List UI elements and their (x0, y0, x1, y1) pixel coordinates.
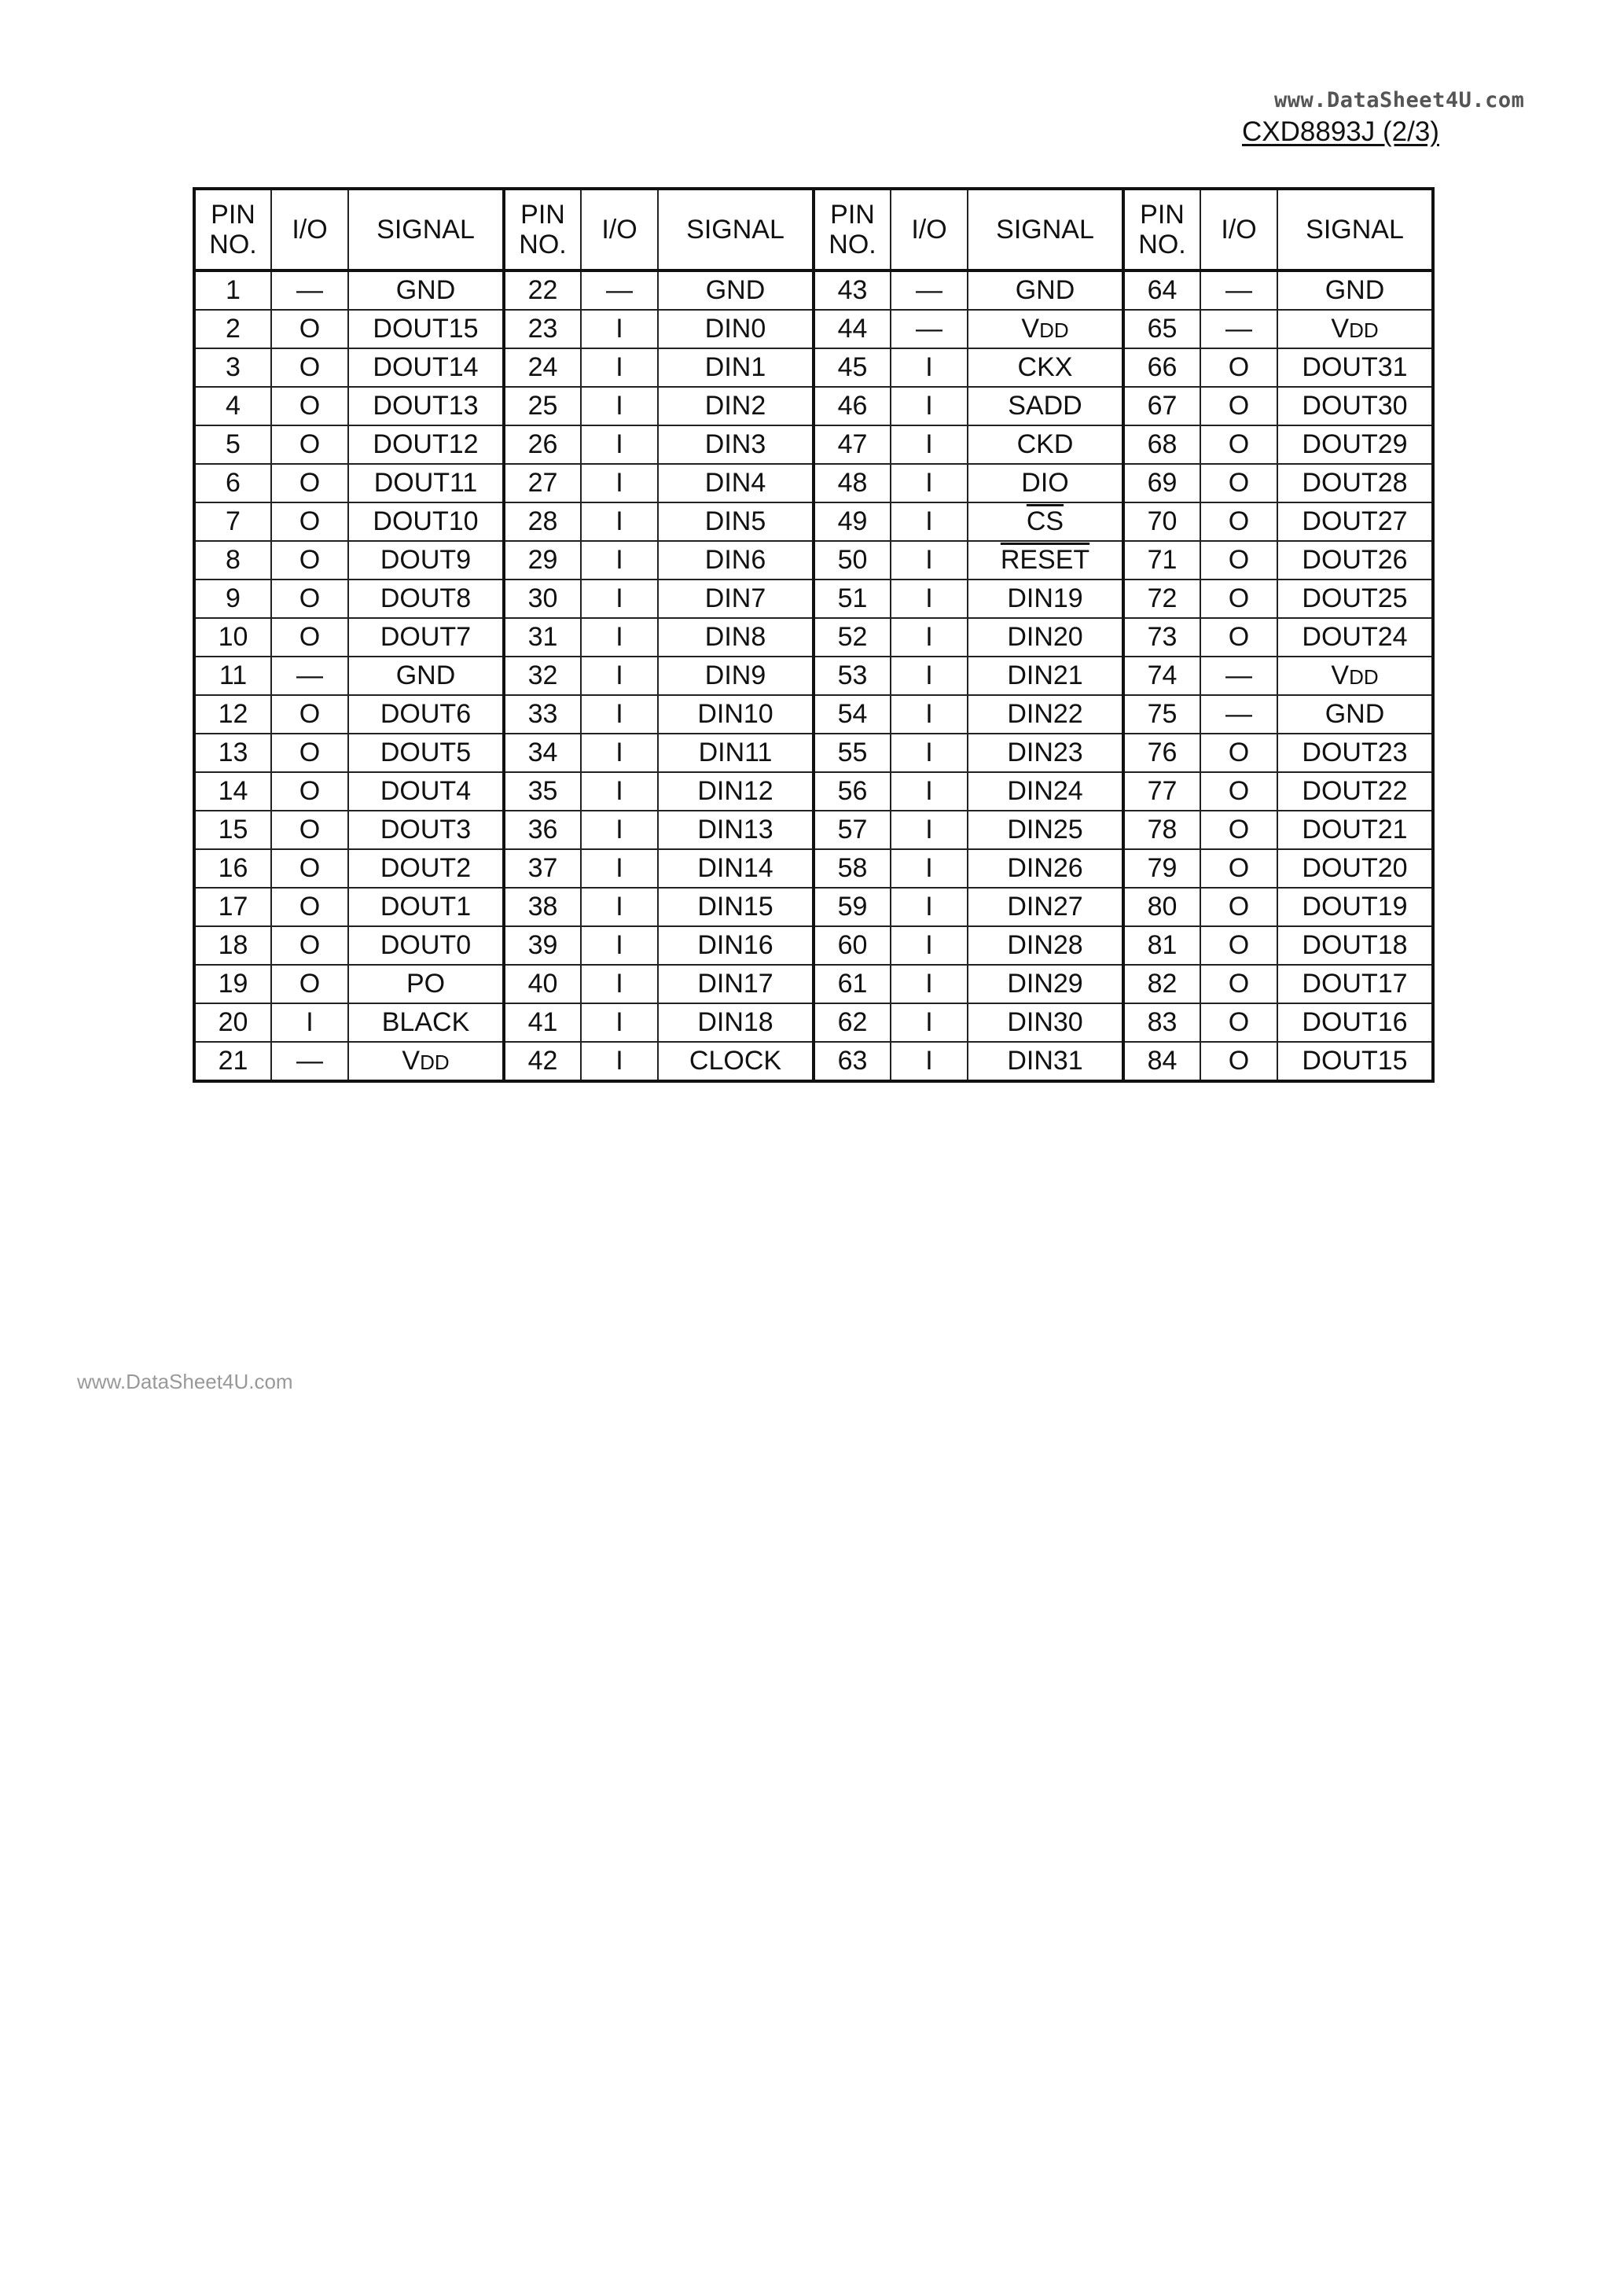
pin-io: O (271, 888, 348, 926)
pin-io: I (581, 348, 658, 387)
pin-io: I (271, 1003, 348, 1042)
pin-io: O (1200, 1042, 1277, 1081)
pin-number: 33 (504, 695, 581, 734)
pin-signal: GND (348, 270, 504, 310)
pin-number: 25 (504, 387, 581, 425)
pin-signal: DIN3 (658, 425, 814, 464)
active-low-signal: $\overline{CS}$ (1026, 506, 1064, 537)
pin-number: 47 (814, 425, 891, 464)
pin-io: O (271, 772, 348, 811)
pin-signal: DOUT30 (1277, 387, 1433, 425)
pin-signal: DOUT20 (1277, 849, 1433, 888)
pin-signal: DOUT2 (348, 849, 504, 888)
pin-signal: DIN21 (968, 657, 1123, 695)
pin-number: 36 (504, 811, 581, 849)
pin-io: I (581, 849, 658, 888)
pin-signal: DOUT11 (348, 464, 504, 502)
pin-io: I (891, 425, 968, 464)
pin-number: 58 (814, 849, 891, 888)
pin-number: 50 (814, 541, 891, 580)
pin-number: 24 (504, 348, 581, 387)
pin-signal: DOUT7 (348, 618, 504, 657)
pin-signal: DIN25 (968, 811, 1123, 849)
pin-io: O (1200, 1003, 1277, 1042)
pin-signal: DOUT15 (348, 310, 504, 348)
pin-signal: DOUT19 (1277, 888, 1433, 926)
pin-signal: DIO (968, 464, 1123, 502)
pin-io: — (1200, 657, 1277, 695)
pin-io: I (581, 580, 658, 618)
pin-signal: DOUT22 (1277, 772, 1433, 811)
pin-signal: DIN2 (658, 387, 814, 425)
pin-number: 35 (504, 772, 581, 811)
pin-number: 53 (814, 657, 891, 695)
pin-io: O (271, 618, 348, 657)
pin-io: O (1200, 348, 1277, 387)
pin-io: I (581, 464, 658, 502)
pin-number: 43 (814, 270, 891, 310)
pin-io: O (271, 734, 348, 772)
pin-signal: DOUT26 (1277, 541, 1433, 580)
table-row (194, 657, 1433, 695)
pin-number: 7 (194, 502, 271, 541)
pin-number: 66 (1123, 348, 1200, 387)
pin-number: 49 (814, 502, 891, 541)
pin-io: — (891, 310, 968, 348)
pin-signal: GND (348, 657, 504, 695)
table-row (194, 926, 1433, 965)
pin-number: 73 (1123, 618, 1200, 657)
table-row (194, 348, 1433, 387)
pin-signal: DOUT27 (1277, 502, 1433, 541)
pin-number: 4 (194, 387, 271, 425)
table-row (194, 580, 1433, 618)
pin-io: O (1200, 502, 1277, 541)
pin-number: 29 (504, 541, 581, 580)
pin-number: 64 (1123, 270, 1200, 310)
pin-number: 78 (1123, 811, 1200, 849)
pin-number: 68 (1123, 425, 1200, 464)
pin-signal: DOUT21 (1277, 811, 1433, 849)
pin-signal: DOUT15 (1277, 1042, 1433, 1081)
pin-signal: DIN4 (658, 464, 814, 502)
pin-no-header: PIN NO. (504, 189, 581, 270)
pin-signal: DIN9 (658, 657, 814, 695)
watermark-top: www.DataSheet4U.com (1274, 88, 1525, 112)
pin-signal: DOUT3 (348, 811, 504, 849)
pin-number: 1 (194, 270, 271, 310)
pin-io: I (891, 695, 968, 734)
pin-io: O (1200, 618, 1277, 657)
pin-number: 65 (1123, 310, 1200, 348)
table-row (194, 618, 1433, 657)
pin-io: O (1200, 811, 1277, 849)
pin-io: O (1200, 849, 1277, 888)
pin-number: 31 (504, 618, 581, 657)
pin-number: 18 (194, 926, 271, 965)
pin-signal: DOUT24 (1277, 618, 1433, 657)
pin-io: O (271, 965, 348, 1003)
pin-io: O (1200, 464, 1277, 502)
pin-signal: DIN16 (658, 926, 814, 965)
pin-number: 60 (814, 926, 891, 965)
pin-number: 56 (814, 772, 891, 811)
pin-number: 6 (194, 464, 271, 502)
pin-signal: DIN18 (658, 1003, 814, 1042)
pin-io: I (891, 618, 968, 657)
table-row (194, 888, 1433, 926)
pin-number: 81 (1123, 926, 1200, 965)
pin-io: I (891, 1042, 968, 1081)
pin-signal: DOUT31 (1277, 348, 1433, 387)
pin-signal: VDD (968, 310, 1123, 348)
pin-io: O (1200, 965, 1277, 1003)
pin-io: I (581, 1042, 658, 1081)
pin-number: 15 (194, 811, 271, 849)
pin-number: 45 (814, 348, 891, 387)
pin-number: 13 (194, 734, 271, 772)
pin-number: 67 (1123, 387, 1200, 425)
pin-io: O (271, 541, 348, 580)
pin-signal: DOUT8 (348, 580, 504, 618)
pin-number: 11 (194, 657, 271, 695)
table-row (194, 502, 1433, 541)
pin-io: O (1200, 888, 1277, 926)
pin-number: 46 (814, 387, 891, 425)
pin-io: I (891, 502, 968, 541)
pin-number: 57 (814, 811, 891, 849)
pin-signal: DOUT23 (1277, 734, 1433, 772)
vdd-subscript: DD (1349, 665, 1379, 690)
pin-signal: DOUT18 (1277, 926, 1433, 965)
pin-number: 17 (194, 888, 271, 926)
pin-signal: DIN1 (658, 348, 814, 387)
pin-signal: DIN7 (658, 580, 814, 618)
table-row (194, 541, 1433, 580)
pin-signal: DIN26 (968, 849, 1123, 888)
table-row (194, 270, 1433, 310)
pin-signal: SADD (968, 387, 1123, 425)
pin-number: 23 (504, 310, 581, 348)
pin-signal: DIN19 (968, 580, 1123, 618)
signal-header: SIGNAL (968, 189, 1123, 270)
pin-signal: GND (1277, 695, 1433, 734)
pin-io: I (581, 541, 658, 580)
pin-number: 19 (194, 965, 271, 1003)
pin-io: I (891, 888, 968, 926)
pin-number: 21 (194, 1042, 271, 1081)
pin-io: I (891, 849, 968, 888)
pin-signal: DOUT13 (348, 387, 504, 425)
pin-signal: DIN0 (658, 310, 814, 348)
pin-io: O (271, 387, 348, 425)
pin-number: 32 (504, 657, 581, 695)
pin-signal: VDD (348, 1042, 504, 1081)
pin-io: I (891, 926, 968, 965)
pin-signal: DOUT4 (348, 772, 504, 811)
pin-number: 59 (814, 888, 891, 926)
table-row (194, 734, 1433, 772)
signal-header: SIGNAL (658, 189, 814, 270)
pin-number: 83 (1123, 1003, 1200, 1042)
table-header-row (194, 189, 1433, 270)
pin-signal: VDD (1277, 310, 1433, 348)
pin-number: 12 (194, 695, 271, 734)
pin-io: O (271, 926, 348, 965)
pin-number: 76 (1123, 734, 1200, 772)
pin-number: 2 (194, 310, 271, 348)
pin-signal: DIN11 (658, 734, 814, 772)
pin-io: O (271, 695, 348, 734)
pin-io: — (271, 270, 348, 310)
document-id: CXD8893J (2/3) (1242, 116, 1439, 147)
pin-number: 80 (1123, 888, 1200, 926)
pin-number: 37 (504, 849, 581, 888)
pin-number: 22 (504, 270, 581, 310)
pin-number: 79 (1123, 849, 1200, 888)
pin-signal: DIN31 (968, 1042, 1123, 1081)
io-header: I/O (1200, 189, 1277, 270)
pin-number: 8 (194, 541, 271, 580)
pin-signal (968, 541, 1123, 580)
pin-signal: CLOCK (658, 1042, 814, 1081)
pin-io: I (891, 965, 968, 1003)
pin-signal: DIN14 (658, 849, 814, 888)
pin-io: I (581, 772, 658, 811)
pin-signal: DIN22 (968, 695, 1123, 734)
pin-signal: DOUT25 (1277, 580, 1433, 618)
pin-io: I (581, 965, 658, 1003)
pin-signal: DOUT14 (348, 348, 504, 387)
pin-number: 48 (814, 464, 891, 502)
pin-number: 30 (504, 580, 581, 618)
table-row (194, 310, 1433, 348)
active-low-signal: RESET (1000, 545, 1090, 576)
pin-number: 40 (504, 965, 581, 1003)
table-row (194, 811, 1433, 849)
pin-signal: DIN5 (658, 502, 814, 541)
pin-signal (968, 502, 1123, 541)
pin-number: 38 (504, 888, 581, 926)
table-row (194, 772, 1433, 811)
pin-io: O (1200, 425, 1277, 464)
pin-number: 20 (194, 1003, 271, 1042)
pin-signal: VDD (1277, 657, 1433, 695)
pin-number: 63 (814, 1042, 891, 1081)
pin-io: I (581, 1003, 658, 1042)
pin-io: — (581, 270, 658, 310)
pin-signal: DOUT10 (348, 502, 504, 541)
pin-io: I (581, 502, 658, 541)
pin-signal: DOUT6 (348, 695, 504, 734)
pin-io: I (891, 541, 968, 580)
pin-number: 51 (814, 580, 891, 618)
pin-io: O (1200, 580, 1277, 618)
pin-io: I (581, 657, 658, 695)
table-row (194, 965, 1433, 1003)
pin-io: O (1200, 387, 1277, 425)
pin-signal: DIN13 (658, 811, 814, 849)
pin-signal: CKX (968, 348, 1123, 387)
pin-number: 9 (194, 580, 271, 618)
pin-no-header: PIN NO. (814, 189, 891, 270)
pin-signal: DOUT9 (348, 541, 504, 580)
pin-number: 41 (504, 1003, 581, 1042)
vdd-subscript: DD (1349, 318, 1379, 343)
pin-number: 71 (1123, 541, 1200, 580)
pin-io: — (1200, 310, 1277, 348)
pin-number: 84 (1123, 1042, 1200, 1081)
pin-number: 52 (814, 618, 891, 657)
pin-io: I (891, 387, 968, 425)
pin-signal: DOUT12 (348, 425, 504, 464)
pin-no-header: PIN NO. (1123, 189, 1200, 270)
io-header: I/O (581, 189, 658, 270)
pin-number: 28 (504, 502, 581, 541)
signal-header: SIGNAL (348, 189, 504, 270)
pin-io: I (891, 657, 968, 695)
pin-signal: DOUT28 (1277, 464, 1433, 502)
pin-signal: DIN15 (658, 888, 814, 926)
pin-signal: DOUT16 (1277, 1003, 1433, 1042)
pin-signal: PO (348, 965, 504, 1003)
pin-io: I (891, 464, 968, 502)
pin-signal: GND (968, 270, 1123, 310)
pin-io: O (271, 348, 348, 387)
pin-number: 44 (814, 310, 891, 348)
pin-signal: DIN6 (658, 541, 814, 580)
io-header: I/O (891, 189, 968, 270)
vdd-subscript: DD (1039, 318, 1069, 343)
pin-no-header: PIN NO. (194, 189, 271, 270)
pin-io: O (271, 502, 348, 541)
pin-signal: DIN12 (658, 772, 814, 811)
pin-io: — (1200, 695, 1277, 734)
pin-io: I (581, 888, 658, 926)
pin-io: I (581, 387, 658, 425)
table-row (194, 425, 1433, 464)
pin-number: 26 (504, 425, 581, 464)
pin-number: 14 (194, 772, 271, 811)
pin-io: — (1200, 270, 1277, 310)
pin-io: I (581, 310, 658, 348)
pin-number: 74 (1123, 657, 1200, 695)
pin-signal: GND (658, 270, 814, 310)
pin-io: I (891, 1003, 968, 1042)
pin-io: I (581, 695, 658, 734)
pin-io: — (271, 1042, 348, 1081)
table-body (194, 270, 1433, 1081)
pin-io: O (271, 811, 348, 849)
table-row (194, 464, 1433, 502)
pin-number: 34 (504, 734, 581, 772)
pin-signal: BLACK (348, 1003, 504, 1042)
pin-signal: DIN28 (968, 926, 1123, 965)
pin-io: — (891, 270, 968, 310)
pin-io: O (271, 580, 348, 618)
pin-io: O (271, 464, 348, 502)
pin-number: 10 (194, 618, 271, 657)
table-row (194, 1042, 1433, 1081)
table-row (194, 387, 1433, 425)
pin-signal: DOUT17 (1277, 965, 1433, 1003)
pin-io: O (1200, 541, 1277, 580)
pin-signal: DIN23 (968, 734, 1123, 772)
pin-signal: DIN27 (968, 888, 1123, 926)
pin-number: 3 (194, 348, 271, 387)
pin-signal: DIN17 (658, 965, 814, 1003)
pin-signal: DIN10 (658, 695, 814, 734)
pin-number: 77 (1123, 772, 1200, 811)
pin-io: I (891, 734, 968, 772)
pin-io: I (581, 734, 658, 772)
watermark-bottom: www.DataSheet4U.com (77, 1370, 293, 1393)
pin-io: I (891, 772, 968, 811)
pin-number: 42 (504, 1042, 581, 1081)
pin-io: I (891, 580, 968, 618)
pin-signal: DIN20 (968, 618, 1123, 657)
pin-number: 55 (814, 734, 891, 772)
pin-signal: DOUT5 (348, 734, 504, 772)
pin-io: O (1200, 926, 1277, 965)
pin-number: 72 (1123, 580, 1200, 618)
pin-io: I (581, 926, 658, 965)
pin-signal: DIN29 (968, 965, 1123, 1003)
pin-number: 39 (504, 926, 581, 965)
signal-header: SIGNAL (1277, 189, 1433, 270)
pin-assignment-table (193, 187, 1435, 1083)
pin-number: 82 (1123, 965, 1200, 1003)
pin-number: 62 (814, 1003, 891, 1042)
pin-signal: DIN30 (968, 1003, 1123, 1042)
pin-signal: CKD (968, 425, 1123, 464)
table-row (194, 695, 1433, 734)
pin-number: 5 (194, 425, 271, 464)
table-row (194, 849, 1433, 888)
pin-number: 61 (814, 965, 891, 1003)
pin-io: I (581, 425, 658, 464)
pin-io: I (891, 348, 968, 387)
pin-number: 75 (1123, 695, 1200, 734)
pin-signal: GND (1277, 270, 1433, 310)
pin-io: I (891, 811, 968, 849)
pin-number: 54 (814, 695, 891, 734)
pin-number: 27 (504, 464, 581, 502)
pin-signal: DOUT29 (1277, 425, 1433, 464)
io-header: I/O (271, 189, 348, 270)
table-row (194, 1003, 1433, 1042)
pin-io: — (271, 657, 348, 695)
pin-signal: DOUT1 (348, 888, 504, 926)
pin-io: O (271, 310, 348, 348)
pin-io: O (271, 425, 348, 464)
pin-signal: DIN8 (658, 618, 814, 657)
pin-io: O (271, 849, 348, 888)
pin-signal: DIN24 (968, 772, 1123, 811)
pin-io: O (1200, 772, 1277, 811)
pin-io: I (581, 811, 658, 849)
vdd-subscript: DD (420, 1050, 450, 1075)
pin-number: 16 (194, 849, 271, 888)
pin-io: O (1200, 734, 1277, 772)
pin-number: 69 (1123, 464, 1200, 502)
pin-io: I (581, 618, 658, 657)
pin-number: 70 (1123, 502, 1200, 541)
pin-signal: DOUT0 (348, 926, 504, 965)
